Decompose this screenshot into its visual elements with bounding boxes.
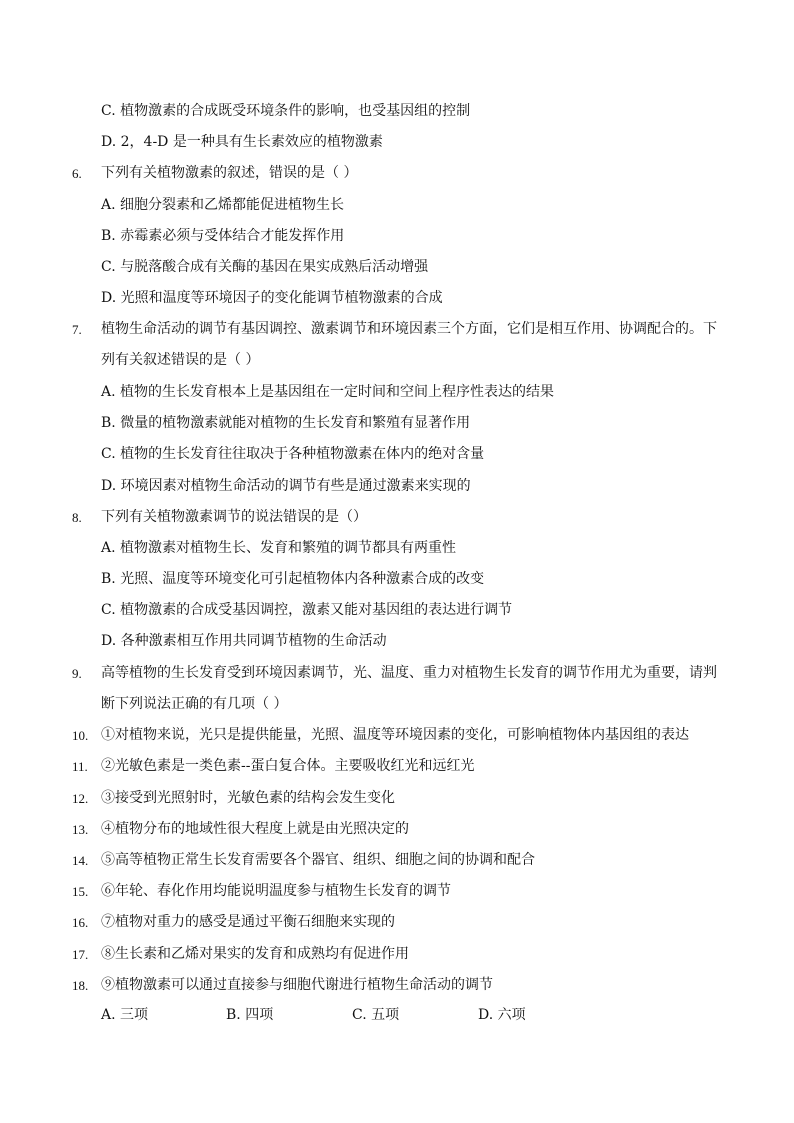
- question-stem: 下列有关植物激素的叙述，错误的是（ ）: [101, 165, 358, 181]
- q8-option-b: B. 光照、温度等环境变化可引起植物体内各种激素合成的改变: [101, 571, 485, 587]
- question-stem: 下列有关植物激素调节的说法错误的是（）: [101, 509, 367, 525]
- q6-option-c: C. 与脱落酸合成有关酶的基因在果实成熟后活动增强: [101, 259, 429, 275]
- q6-option-a: A. 细胞分裂素和乙烯都能促进植物生长: [101, 197, 345, 213]
- statement-text: ⑥年轮、春化作用均能说明温度参与植物生长发育的调节: [101, 883, 451, 899]
- q8-option-c: C. 植物激素的合成受基因调控，激素又能对基因组的表达进行调节: [101, 602, 513, 618]
- statement-text: ③接受到光照射时，光敏色素的结构会发生变化: [101, 790, 395, 806]
- statement-text: ④植物分布的地域性很大程度上就是由光照决定的: [101, 821, 409, 837]
- statement-number: 14.: [72, 853, 89, 868]
- question-number: 9.: [72, 666, 82, 681]
- q6-option-d: D. 光照和温度等环境因子的变化能调节植物激素的合成: [101, 290, 443, 306]
- answer-choices: [101, 1006, 661, 1024]
- statement-number: 12.: [72, 791, 89, 806]
- statement-number: 11.: [72, 759, 88, 774]
- question-stem-continued: 列有关叙述错误的是（ ）: [101, 352, 260, 368]
- statement-text: ①对植物来说，光只是提供能量，光照、温度等环境因素的变化，可影响植物体内基因组的表达: [101, 727, 689, 743]
- statement-text: ②光敏色素是一类色素--蛋白复合体。主要吸收红光和远红光: [101, 758, 475, 774]
- statement-number: 15.: [72, 884, 89, 899]
- choice-a: A. 三项: [101, 1007, 149, 1023]
- statement-number: 10.: [72, 728, 89, 743]
- q7-option-d: D. 环境因素对植物生命活动的调节有些是通过激素来实现的: [101, 478, 471, 494]
- choice-c: C. 五项: [352, 1007, 400, 1023]
- q7-option-b: B. 微量的植物激素就能对植物的生长发育和繁殖有显著作用: [101, 415, 471, 431]
- q6-option-b: B. 赤霉素必须与受体结合才能发挥作用: [101, 228, 345, 244]
- statement-text: ⑤高等植物正常生长发育需要各个器官、组织、细胞之间的协调和配合: [101, 852, 535, 868]
- choice-b: B. 四项: [226, 1007, 274, 1023]
- statement-number: 13.: [72, 822, 89, 837]
- question-number: 6.: [72, 166, 82, 181]
- statement-number: 17.: [72, 947, 89, 962]
- q5-option-c: C. 植物激素的合成既受环境条件的影响，也受基因组的控制: [101, 103, 471, 119]
- statement-number: 16.: [72, 915, 89, 930]
- q8-option-d: D. 各种激素相互作用共同调节植物的生命活动: [101, 633, 387, 649]
- q8-option-a: A. 植物激素对植物生长、发育和繁殖的调节都具有两重性: [101, 540, 457, 556]
- question-stem: 高等植物的生长发育受到环境因素调节，光、温度、重力对植物生长发育的调节作用尤为重要，请判: [101, 665, 717, 681]
- question-number: 7.: [72, 322, 82, 337]
- choice-d: D. 六项: [478, 1007, 526, 1023]
- question-stem: 植物生命活动的调节有基因调控、激素调节和环境因素三个方面，它们是相互作用、协调配合的。下: [101, 321, 717, 337]
- question-stem-continued: 断下列说法正确的有几项（ ）: [101, 696, 288, 712]
- question-number: 8.: [72, 510, 82, 525]
- q7-option-c: C. 植物的生长发育往往取决于各种植物激素在体内的绝对含量: [101, 446, 485, 462]
- statement-text: ⑨植物激素可以通过直接参与细胞代谢进行植物生命活动的调节: [101, 977, 493, 993]
- q5-option-d: D. 2，4-D 是一种具有生长素效应的植物激素: [101, 134, 383, 150]
- q7-option-a: A. 植物的生长发育根本上是基因组在一定时间和空间上程序性表达的结果: [101, 384, 555, 400]
- statement-text: ⑦植物对重力的感受是通过平衡石细胞来实现的: [101, 914, 395, 930]
- statement-number: 18.: [72, 978, 89, 993]
- statement-text: ⑧生长素和乙烯对果实的发育和成熟均有促进作用: [101, 946, 409, 962]
